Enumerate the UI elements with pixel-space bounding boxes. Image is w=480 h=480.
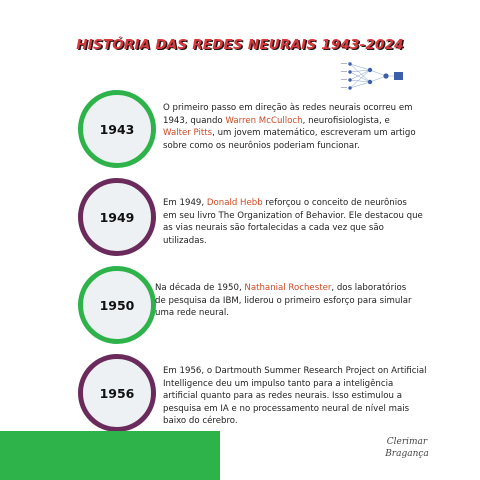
- event-description: [163, 197, 423, 247]
- signature-line-2: Bragança: [385, 449, 429, 459]
- decorative-green-bar: [0, 431, 220, 480]
- year-circle: [78, 178, 156, 256]
- highlighted-name: Donald Hebb: [206, 198, 263, 208]
- year-label: 1956: [99, 385, 135, 401]
- year-circle: [78, 354, 156, 432]
- event-description: [163, 102, 418, 152]
- author-signature: [372, 436, 442, 460]
- event-text-segment: Na década de 1950,: [155, 283, 245, 293]
- event-text-segment: reforçou o conceito de neurônios em seu livro The Organization of Behavior. Ele destacou que as vias neurais são fortalecidas a cada vez que são utilizadas.: [163, 198, 423, 246]
- event-description: [155, 282, 415, 320]
- year-circle: [78, 90, 156, 168]
- neuron-diagram-icon: [340, 60, 408, 92]
- event-text-segment: , um jovem matemático, escreveram um artigo sobre como os neurônios poderiam funcionar.: [163, 128, 416, 151]
- highlighted-name: Warren McCulloch: [225, 115, 303, 126]
- year-label: 1950: [99, 297, 135, 313]
- event-text-segment: , neurofisiologista, e: [302, 115, 390, 126]
- year-label: 1949: [99, 209, 135, 225]
- event-text-segment: O primeiro passo em direção às redes neurais ocorreu em 1943, quando: [163, 103, 413, 126]
- event-text-segment: Em 1949,: [163, 198, 207, 208]
- event-text-segment: , dos laboratórios de pesquisa da IBM, liderou o primeiro esforço para simular uma rede neural.: [155, 283, 412, 319]
- highlighted-name: Walter Pitts: [163, 128, 213, 139]
- event-description: [163, 365, 428, 428]
- highlighted-name: Nathanial Rochester: [244, 283, 332, 293]
- signature-line-1: Clerimar: [386, 437, 428, 447]
- event-text-segment: Em 1956, o Dartmouth Summer Research Project on Artificial Intelligence deu um impulso tanto para a inteligência artificial quanto para as redes neurais. Isso estimulou a pesquisa em IA e no processamento neural de nível mais baixo do cérebro.: [163, 366, 427, 427]
- year-label: 1943: [99, 121, 135, 137]
- year-circle: [78, 266, 156, 344]
- page-title: HISTÓRIA DAS REDES NEURAIS 1943-2024: [76, 37, 404, 53]
